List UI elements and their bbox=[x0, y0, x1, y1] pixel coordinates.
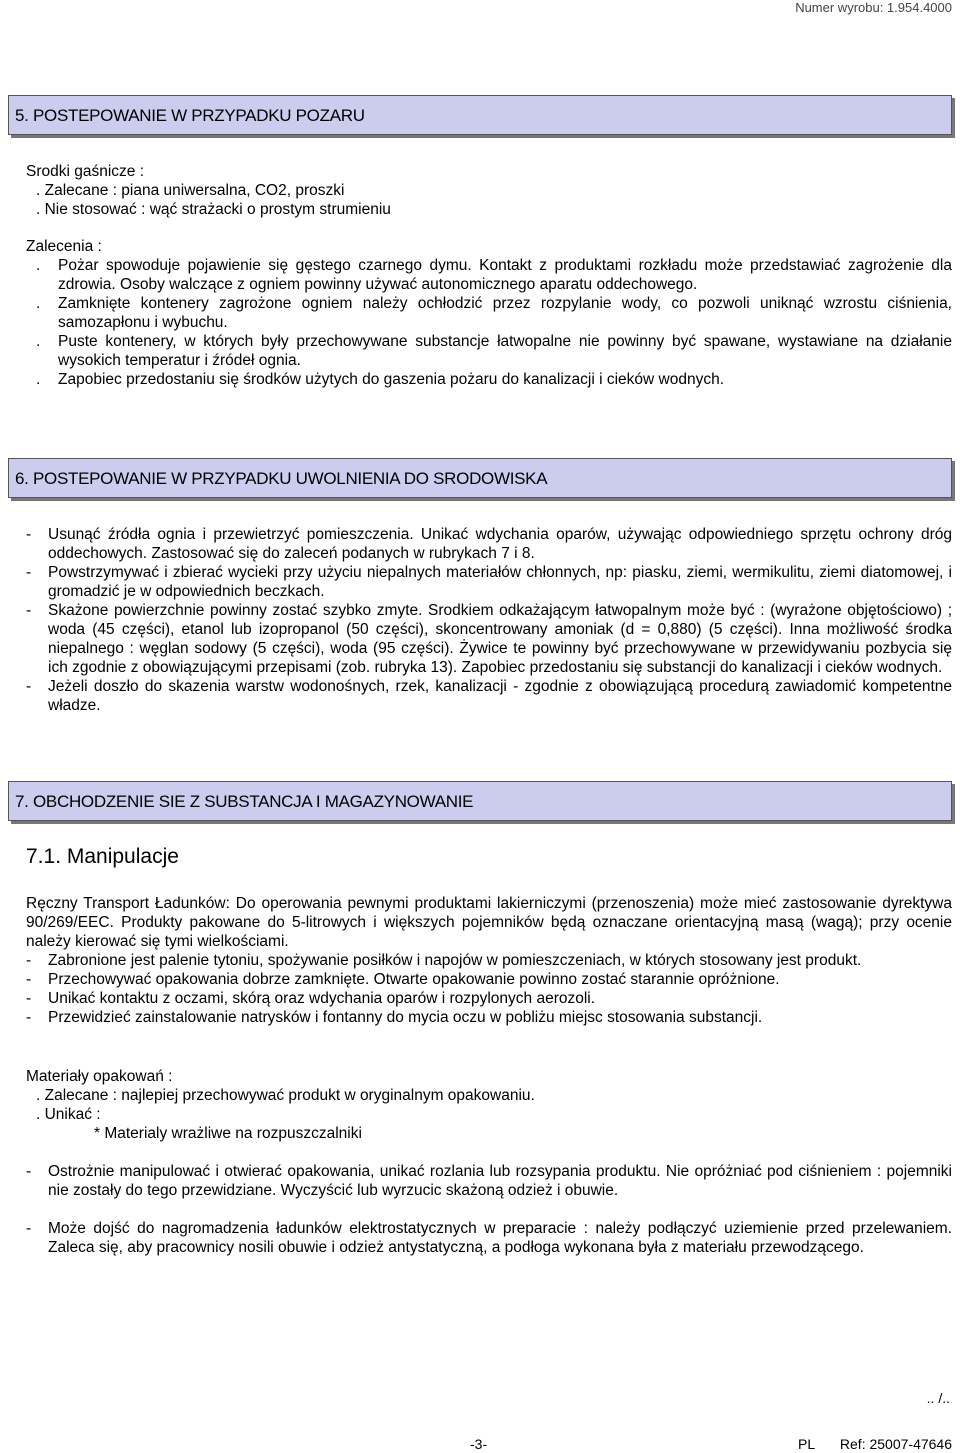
extinguishing-item: . Nie stosować : wąć strażacki o prostym strumieniu bbox=[36, 201, 391, 218]
section-7-intro: Ręczny Transport Ładunków: Do operowania pewnymi produktami lakierniczymi (przenoszenia) może mieć zastosowanie dyrektywa 90/269/EEC. Produkty pakowane do 5-litrowych i większych pojemników będą oznaczane orientacyjną masą (wagą); przy ocenie należy kierować się tymi wielkościami. bbox=[26, 895, 952, 950]
list-item: - Może dojść do nagromadzenia ładunków elektrostatycznych w preparacie : należy podłączyć uziemienie przed przelewaniem. Zaleca się, aby pracownicy nosili obuwie i odzież antystatyczną, a podłoga wykonana była z materiału przewodzącego. bbox=[26, 1220, 952, 1256]
packaging-item: . Unikać : bbox=[36, 1106, 101, 1123]
list-item-text: Jeżeli doszło do skazenia warstw wodonośnych, rzek, kanalizacji - zgodnie z obowiązującą procedurą zawiadomić kompetentne władze. bbox=[48, 678, 952, 714]
list-item-text: Puste kontenery, w których były przechowywane substancje łatwopalne nie powinny być spawane, wystawiane na działanie wysokich temperatur i źródeł ognia. bbox=[58, 333, 952, 369]
page-number: -3- bbox=[470, 1436, 488, 1452]
recommendations-label: Zalecenia : bbox=[26, 238, 102, 255]
section-5-header bbox=[8, 95, 952, 135]
list-item-text: Skażone powierzchnie powinny zostać szybko zmyte. Srodkiem odkażającym łatwopalnym może być : (wyrażone objętościowo) ; woda (45 części), etanol lub izopropanol (50 części), skoncentrowany amoniak (d = 0,880) (5 części). Inna możliwość środka niepalnego : węglan sodowy (5 części), woda (95 części). Żywice te powinny być przechowywane w przewidywaniu pozbycia się ich zgodnie z obowiązującymi przepisami (zob. rubryka 13). Zapobiec przedostaniu się substancji do kanalizacji i cieków wodnych. bbox=[48, 602, 952, 676]
list-item-text: Unikać kontaktu z oczami, skórą oraz wdychania oparów i rozpylonych aerozoli. bbox=[48, 990, 596, 1007]
section-7-list bbox=[26, 951, 952, 1027]
section-7-title: 7. OBCHODZENIE SIE Z SUBSTANCJA I MAGAZYNOWANIE bbox=[15, 792, 474, 811]
section-6-title: 6. POSTEPOWANIE W PRZYPADKU UWOLNIENIA DO SRODOWISKA bbox=[15, 469, 548, 488]
section-7-header bbox=[8, 781, 952, 821]
list-item: . Puste kontenery, w których były przechowywane substancje łatwopalne nie powinny być spawane, wystawiane na działanie wysokich temperatur i źródeł ognia. bbox=[36, 333, 952, 369]
list-item: - Jeżeli doszło do skazenia warstw wodonośnych, rzek, kanalizacji - zgodnie z obowiązującą procedurą zawiadomić kompetentne władze. bbox=[26, 678, 952, 714]
list-item-text: Ostrożnie manipulować i otwierać opakowania, unikać rozlania lub rozsypania produktu. Nie opróżniać pod ciśnieniem : pojemniki nie zostały do tego przewidziane. Wyczyścić lub wyrzucic skażoną odzież i obuwie. bbox=[48, 1163, 952, 1199]
list-item-text: Przechowywać opakowania dobrze zamknięte. Otwarte opakowanie powinno zostać starannie opróżnione. bbox=[48, 971, 780, 988]
list-item-text: Pożar spowoduje pojawienie się gęstego czarnego dymu. Kontakt z produktami rozkładu może przedstawiać zagrożenie dla zdrowia. Osoby walczące z ogniem powinny używać autonomicznego aparatu oddechowego. bbox=[58, 257, 952, 293]
reference-number: Ref: 25007-47646 bbox=[839, 1436, 952, 1452]
list-item: - Usunąć źródła ognia i przewietrzyć pomieszczenia. Unikać wdychania oparów, używając odpowiedniego sprzętu ochrony dróg oddechowych. Zastosować się do zaleceń podanych w rubrykach 7 i 8. bbox=[26, 526, 952, 562]
list-item: - Przewidzieć zainstalowanie natrysków i fontanny do mycia oczu w pobliżu miejsc stosowania substancji. bbox=[26, 1009, 763, 1026]
list-item: - Powstrzymywać i zbierać wycieki przy użyciu niepalnych materiałów chłonnych, np: piasku, ziemi, wermikulitu, ziemi diatomowej, i gromadzić je w odpowiednich beczkach. bbox=[26, 564, 952, 600]
packaging-label: Materiały opakowań : bbox=[26, 1068, 173, 1085]
list-item: - Unikać kontaktu z oczami, skórą oraz wdychania oparów i rozpylonych aerozoli. bbox=[26, 990, 596, 1007]
product-number: Numer wyrobu: 1.954.4000 bbox=[795, 0, 952, 15]
list-item-text: Zamknięte kontenery zagrożone ogniem należy ochłodzić przez rozpylanie wody, co pozwoli uniknąć wzrostu ciśnienia, samozapłonu i wybuchu. bbox=[58, 295, 952, 331]
list-item-text: Może dojść do nagromadzenia ładunków elektrostatycznych w preparacie : należy podłączyć uziemienie przed przelewaniem. Zaleca się, aby pracownicy nosili obuwie i odzież antystatyczną, a podłoga wykonana była z materiału przewodzącego. bbox=[48, 1220, 952, 1256]
list-item: . Pożar spowoduje pojawienie się gęstego czarnego dymu. Kontakt z produktami rozkładu może przedstawiać zagrożenie dla zdrowia. Osoby walczące z ogniem powinny używać autonomicznego aparatu oddechowego. bbox=[36, 257, 952, 293]
list-item-text: Zapobiec przedostaniu się środków użytych do gaszenia pożaru do kanalizacji i cieków wodnych. bbox=[58, 371, 725, 388]
list-item-text: Usunąć źródła ognia i przewietrzyć pomieszczenia. Unikać wdychania oparów, używając odpowiedniego sprzętu ochrony dróg oddechowych. Zastosować się do zaleceń podanych w rubrykach 7 i 8. bbox=[48, 526, 952, 562]
list-item: - Zabronione jest palenie tytoniu, spożywanie posiłków i napojów w pomieszczeniach, w których stosowany jest produkt. bbox=[26, 952, 862, 969]
list-item-text: Powstrzymywać i zbierać wycieki przy użyciu niepalnych materiałów chłonnych, np: piasku, ziemi, wermikulitu, ziemi diatomowej, i gromadzić je w odpowiednich beczkach. bbox=[48, 564, 952, 600]
list-item-text: Zabronione jest palenie tytoniu, spożywanie posiłków i napojów w pomieszczeniach, w których stosowany jest produkt. bbox=[48, 952, 862, 969]
language-code: PL bbox=[798, 1436, 816, 1452]
continuation-mark: .. /.. bbox=[926, 1390, 950, 1406]
section-6-list bbox=[26, 525, 952, 715]
packaging-subitem: * Materialy wrażliwe na rozpuszczalniki bbox=[94, 1125, 362, 1142]
handling-item bbox=[26, 1219, 952, 1257]
list-item: . Zapobiec przedostaniu się środków użytych do gaszenia pożaru do kanalizacji i cieków wodnych. bbox=[36, 371, 725, 388]
packaging-item: . Zalecane : najlepiej przechowywać produkt w oryginalnym opakowaniu. bbox=[36, 1087, 535, 1104]
extinguishing-item: . Zalecane : piana uniwersalna, CO2, proszki bbox=[36, 182, 345, 199]
extinguishing-label: Srodki gaśnicze : bbox=[26, 163, 145, 180]
list-item: - Skażone powierzchnie powinny zostać szybko zmyte. Srodkiem odkażającym łatwopalnym może być : (wyrażone objętościowo) ; woda (45 części), etanol lub izopropanol (50 części), skoncentrowany amoniak (d = 0,880) (5 części). Inna możliwość środka niepalnego : węglan sodowy (5 części), woda (95 części). Żywice te powinny być przechowywane w przewidywaniu pozbycia się ich zgodnie z obowiązującymi przepisami (zob. rubryka 13). Zapobiec przedostaniu się substancji do kanalizacji i cieków wodnych. bbox=[26, 602, 952, 676]
recommendations-list bbox=[36, 256, 952, 389]
list-item: . Zamknięte kontenery zagrożone ogniem należy ochłodzić przez rozpylanie wody, co pozwoli uniknąć wzrostu ciśnienia, samozapłonu i wybuchu. bbox=[36, 295, 952, 331]
list-item: - Ostrożnie manipulować i otwierać opakowania, unikać rozlania lub rozsypania produktu. Nie opróżniać pod ciśnieniem : pojemniki nie zostały do tego przewidziane. Wyczyścić lub wyrzucic skażoną odzież i obuwie. bbox=[26, 1163, 952, 1199]
subsection-title: 7.1. Manipulacje bbox=[26, 845, 179, 868]
list-item: - Przechowywać opakowania dobrze zamknięte. Otwarte opakowanie powinno zostać starannie opróżnione. bbox=[26, 971, 780, 988]
list-item-text: Przewidzieć zainstalowanie natrysków i fontanny do mycia oczu w pobliżu miejsc stosowania substancji. bbox=[48, 1009, 763, 1026]
section-6-header bbox=[8, 458, 952, 498]
handling-item bbox=[26, 1162, 952, 1200]
section-5-title: 5. POSTEPOWANIE W PRZYPADKU POZARU bbox=[15, 106, 365, 125]
